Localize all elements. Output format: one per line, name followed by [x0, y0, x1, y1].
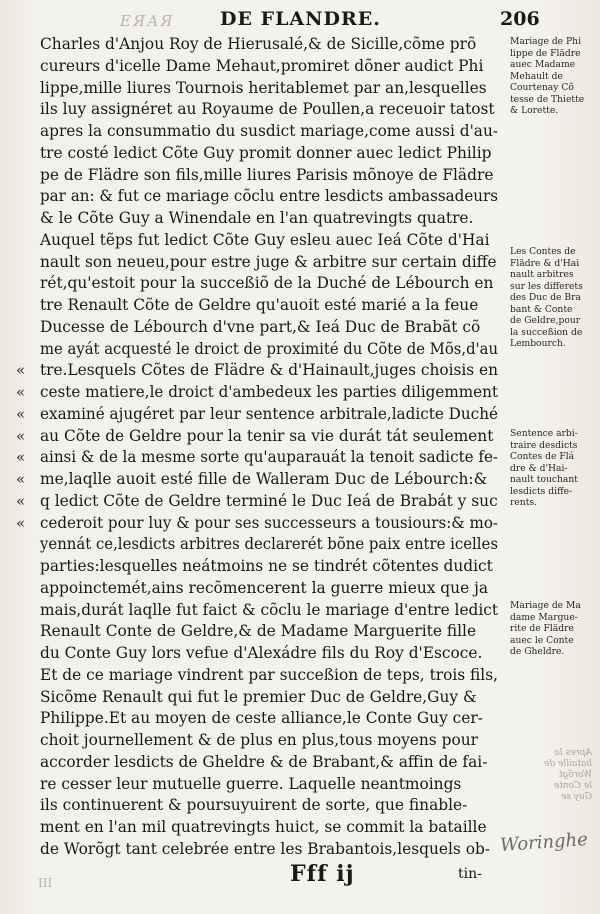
line-text: re cesser leur mutuelle guerre. Laquelle neantmoings [40, 774, 462, 793]
line-text: nault son neueu,pour estre juge & arbitre sur certain diffe [40, 252, 497, 271]
handwritten-annotation: Woringhe [499, 828, 589, 857]
signature-mark: Fff ij [290, 861, 355, 887]
margin-note-line: tesse de Thiette [510, 93, 585, 105]
margin-note-line: Flädre & d'Hai [510, 257, 580, 269]
line-text: rét,qu'estoit pour la succeßiõ de la Duché de Lébourch en [40, 274, 494, 293]
margin-note [510, 428, 598, 509]
margin-note-line: auec Madame [510, 59, 576, 70]
margin-note-line: dame Margue- [510, 611, 578, 623]
line-text: examiné ajugéret par leur sentence arbitrale,ladicte Duché [40, 404, 498, 423]
bleed-note-line: Worõgt [558, 770, 592, 780]
margin-note-line: Courtenay Cõ [510, 82, 574, 93]
line-text: yennát ce,lesdicts arbitres declarerét bõne paix entre icelles [40, 535, 498, 554]
margin-note-line: de Gheldre. [510, 646, 565, 657]
line-text: appoinctemét,ains recõmencerent la guerre mieux que ja [40, 578, 489, 597]
page-number: 206 [500, 8, 540, 30]
line-text: ils luy assignéret au Royaume de Poullen,a receuoir tatost [40, 100, 495, 119]
margin-note-line: Les Contes de [510, 246, 576, 257]
line-text: choit journellement & de plus en plus,tous moyens pour [40, 731, 478, 749]
margin-note-line: lippe de Flädre [510, 47, 581, 59]
line-text: Et de ce mariage vindrent par succeßion de teps, trois fils, [40, 665, 498, 684]
line-text: tre Renault Cõte de Geldre qu'auoit esté marié a la feue [40, 296, 479, 314]
show-through-bottom-mark: III [38, 876, 53, 890]
margin-note-line: Mariage de Phi [510, 36, 582, 47]
line-text: tre costé ledict Cõte Guy promit donner auec ledict Philip [40, 143, 492, 162]
margin-note-line: des Duc de Bra [510, 292, 581, 303]
line-text: par an: & fut ce mariage cõclu entre lesdicts ambassadeurs [40, 187, 498, 206]
line-text: parties:lesquelles neátmoins ne se tindrét cõtentes dudict [40, 557, 493, 575]
margin-note-line: Contes de Flá [510, 451, 575, 462]
margin-note-line: traire desdicts [510, 439, 578, 451]
margin-note-line: auec le Conte [510, 634, 574, 646]
line-text: ainsi & de la mesme sorte qu'auparauát la tenoit sadicte fe- [40, 448, 498, 467]
quotation-mark: « [16, 448, 26, 467]
line-text: cureurs d'icelle Dame Mehaut,promiret dõner audict Phi [40, 56, 484, 75]
quotation-mark: « [16, 383, 26, 401]
margin-note-line: rents. [510, 497, 538, 508]
margin-note-line: sur les differets [510, 280, 583, 292]
line-text: me ayát acquesté le droict de proximité du Cõte de Mõs,d'au [40, 339, 498, 358]
line-text: q ledict Cõte de Geldre terminé le Duc Ieá de Brabát y suc [40, 491, 498, 510]
line-text: Charles d'Anjou Roy de Hierusalé,& de Sicille,cõme prõ [40, 35, 477, 53]
running-head: DE FLANDRE. [220, 8, 381, 30]
show-through-text: ЕЯАЯ [120, 12, 175, 30]
margin-note-line: Sentence arbi- [510, 428, 578, 439]
catchword: tin- [458, 866, 482, 882]
bleed-note-line: Guy se [561, 792, 592, 802]
line-text: ils continuerent & poursuyuirent de sorte, que finable- [40, 796, 468, 815]
line-text: Renault Conte de Geldre,& de Madame Marguerite fille [40, 622, 477, 641]
line-text: pe de Flädre son fils,mille liures Parisis mõnoye de Flädre [40, 165, 494, 184]
margin-note-line: la succeßion de [510, 326, 583, 338]
line-text: me,laqlle auoit esté fille de Walleram Duc de Lébourch:& [40, 470, 488, 488]
margin-note-line: & Lorette. [510, 105, 559, 116]
quotation-mark: « [16, 513, 26, 532]
line-text: tre.Lesquels Cõtes de Flädre & d'Hainault,juges choisis en [40, 361, 498, 380]
line-text: Sicõme Renault qui fut le premier Duc de Geldre,Guy & [40, 687, 477, 706]
line-text: Philippe.Et au moyen de ceste alliance,le Conte Guy cer- [40, 709, 483, 728]
margin-note [510, 246, 598, 350]
line-text: lippe,mille liures Tournois heritablemet par an,lesquelles [40, 78, 487, 97]
quotation-mark: « [16, 426, 26, 445]
line-text: & le Cõte Guy a Winendale en l'an quatrevingts quatre. [40, 209, 474, 227]
line-text: Ducesse de Lébourch d'vne part,& Ieá Duc de Brabãt cõ [40, 317, 481, 336]
margin-note [510, 600, 598, 658]
margin-note-line: de Geldre,pour [510, 315, 581, 326]
line-text: du Conte Guy lors vefue d'Alexádre fils du Roy d'Escoce. [40, 644, 483, 662]
quotation-mark: « [16, 491, 26, 510]
margin-note-line: dre & d'Hai- [510, 462, 568, 474]
quotation-mark: « [16, 404, 26, 423]
line-text: au Cõte de Geldre pour la tenir sa vie durát tát seulement [40, 426, 494, 445]
margin-note-line: rite de Flädre [510, 623, 574, 634]
quotation-mark: « [16, 361, 26, 380]
margin-note-line: Mariage de Ma [510, 600, 581, 611]
line-text: ceste matiere,le droict d'ambedeux les parties diligemment [40, 383, 498, 401]
quotation-mark: « [16, 470, 26, 488]
margin-note-line: bant & Conte [510, 303, 573, 315]
margin-note [510, 36, 598, 117]
line-text: de Worõgt tant celebrée entre les Brabantois,lesquels ob- [40, 839, 491, 858]
margin-note-line: lesdicts diffe- [510, 485, 573, 497]
margin-note-line: Lembourch. [510, 338, 566, 349]
bleed-note-line: le Conte [553, 781, 592, 791]
line-text: Auquel tẽps fut ledict Cõte Guy esleu auec Ieá Cõte d'Hai [40, 230, 490, 249]
line-text: cederoit pour luy & pour ses successeurs a tousiours:& mo- [40, 513, 498, 532]
show-through-margin-note [512, 748, 592, 803]
line-text: accorder lesdicts de Gheldre & de Brabant,& affin de fai- [40, 752, 488, 771]
margin-note-line: nault touchant [510, 474, 578, 485]
bleed-note-line: Apres la [554, 748, 592, 758]
margin-note-line: Mehault de [510, 70, 563, 82]
bleed-note-line: bataille de [543, 759, 592, 769]
line-text: mais,durát laqlle fut faict & cõclu le mariage d'entre ledict [40, 600, 498, 619]
line-text: apres la consummatio du susdict mariage,come aussi d'au- [40, 122, 498, 140]
margin-note-line: nault arbitres [510, 269, 574, 280]
line-text: ment en l'an mil quatrevingts huict, se commit la bataille [40, 818, 487, 836]
